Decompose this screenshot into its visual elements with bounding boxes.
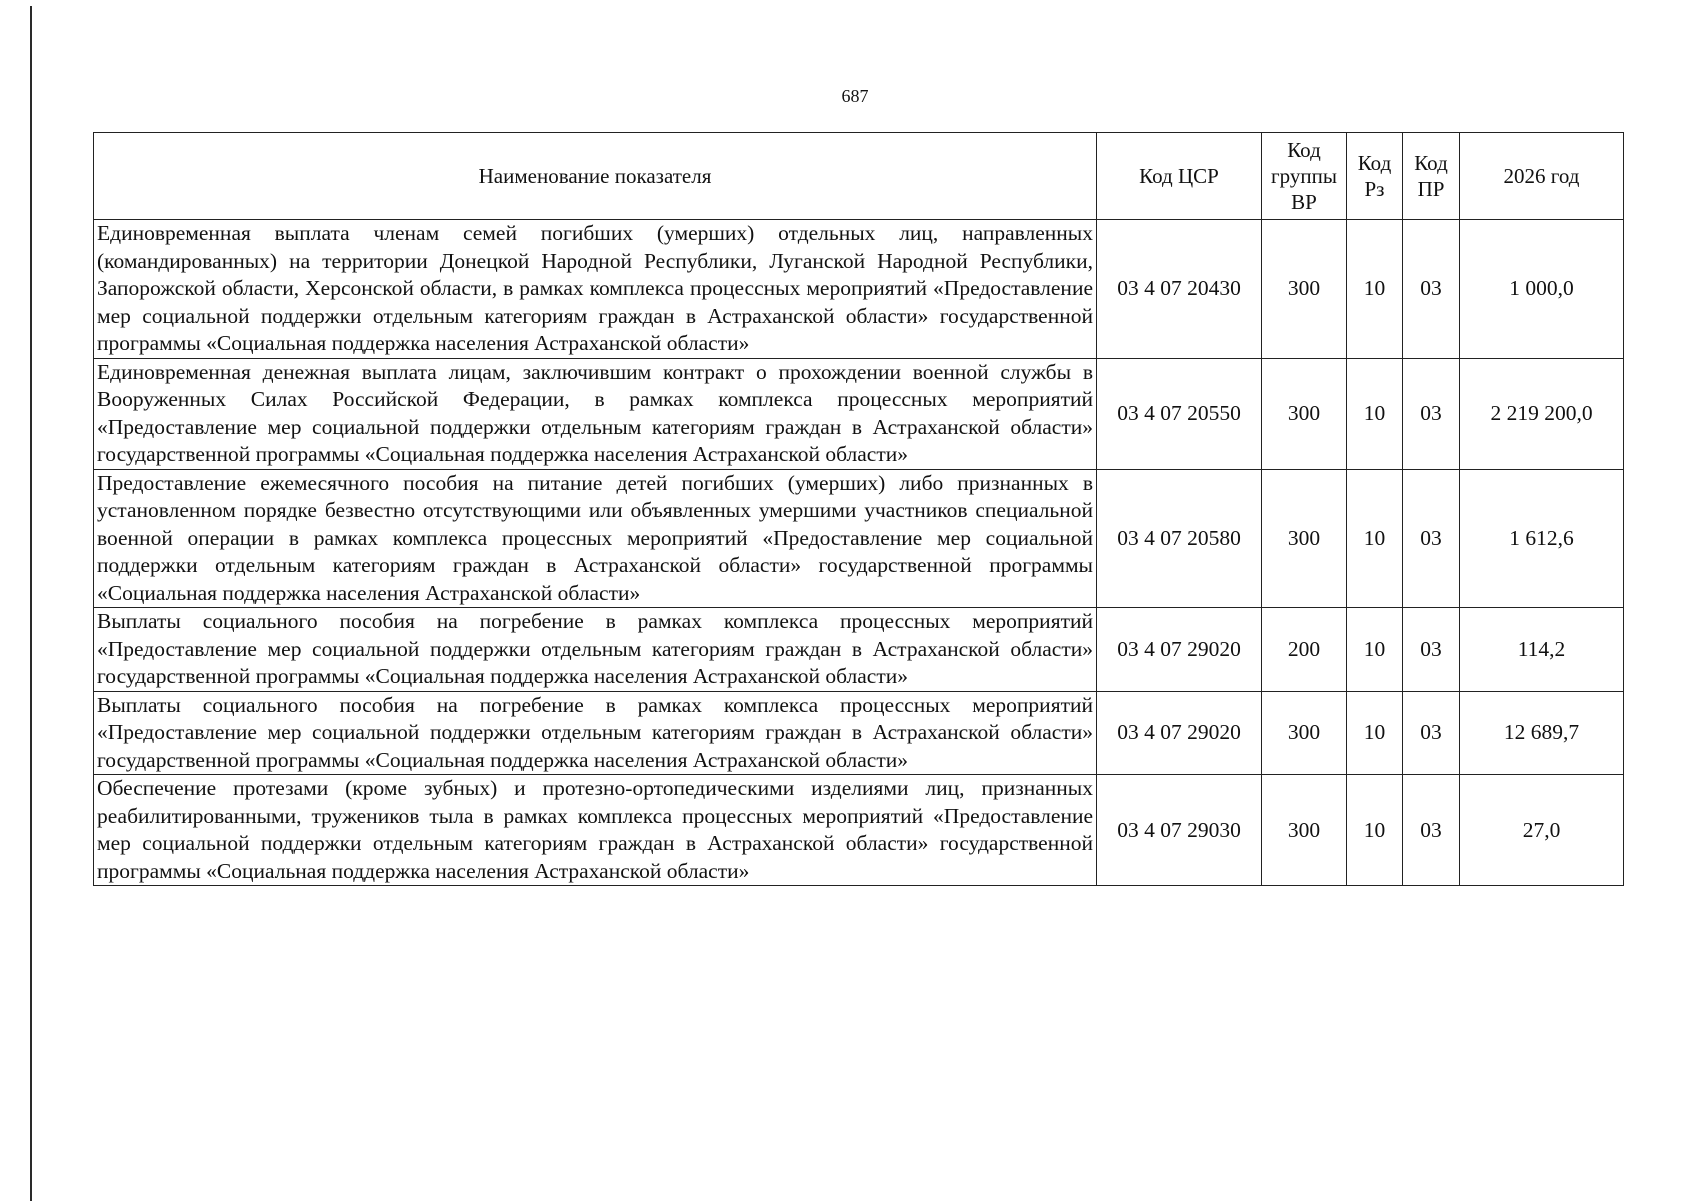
header-pr-code: Код ПР: [1403, 133, 1460, 220]
row-vr-code: 300: [1262, 469, 1347, 608]
table-row: [94, 358, 1624, 469]
row-vr-code: 200: [1262, 608, 1347, 692]
row-amount: 12 689,7: [1460, 691, 1624, 775]
row-pr-code: 03: [1403, 608, 1460, 692]
row-csr-code: 03 4 07 29020: [1097, 608, 1262, 692]
page-number: 687: [841, 86, 869, 106]
row-indicator-name: Выплаты социального пособия на погребение в рамках комплекса процессных мероприятий «Предоставление мер социальной поддержки отдельным категориям граждан в Астраханской области» государственной программы «Социальная поддержка населения Астраханской области»: [94, 691, 1097, 775]
header-year-2026: 2026 год: [1460, 133, 1624, 220]
row-indicator-name: Единовременная выплата членам семей погибших (умерших) отдельных лиц, направленных (командированных) на территории Донецкой Народной Республики, Луганской Народной Республики, Запорожской области, Херсонской области, в рамках комплекса процессных мероприятий «Предоставление мер социальной поддержки отдельным категориям граждан в Астраханской области» государственной программы «Социальная поддержка населения Астраханской области»: [94, 220, 1097, 359]
row-rz-code: 10: [1347, 691, 1403, 775]
row-amount: 114,2: [1460, 608, 1624, 692]
budget-table: [93, 132, 1624, 886]
table-row: [94, 220, 1624, 359]
row-rz-code: 10: [1347, 469, 1403, 608]
row-pr-code: 03: [1403, 469, 1460, 608]
table-row: [94, 691, 1624, 775]
row-csr-code: 03 4 07 29030: [1097, 775, 1262, 886]
row-csr-code: 03 4 07 20580: [1097, 469, 1262, 608]
row-pr-code: 03: [1403, 220, 1460, 359]
row-vr-code: 300: [1262, 358, 1347, 469]
row-vr-code: 300: [1262, 220, 1347, 359]
header-vr-code: Код группы ВР: [1262, 133, 1347, 220]
header-csr-code: Код ЦСР: [1097, 133, 1262, 220]
row-pr-code: 03: [1403, 691, 1460, 775]
row-vr-code: 300: [1262, 775, 1347, 886]
table-row: [94, 469, 1624, 608]
row-rz-code: 10: [1347, 358, 1403, 469]
row-csr-code: 03 4 07 20430: [1097, 220, 1262, 359]
row-amount: 27,0: [1460, 775, 1624, 886]
header-indicator-name: Наименование показателя: [94, 133, 1097, 220]
row-csr-code: 03 4 07 29020: [1097, 691, 1262, 775]
row-pr-code: 03: [1403, 358, 1460, 469]
row-indicator-name: Обеспечение протезами (кроме зубных) и протезно-ортопедическими изделиями лиц, признанных реабилитированными, тружеников тыла в рамках комплекса процессных мероприятий «Предоставление мер социальной поддержки отдельным категориям граждан в Астраханской области» государственной программы «Социальная поддержка населения Астраханской области»: [94, 775, 1097, 886]
row-indicator-name: Выплаты социального пособия на погребение в рамках комплекса процессных мероприятий «Предоставление мер социальной поддержки отдельным категориям граждан в Астраханской области» государственной программы «Социальная поддержка населения Астраханской области»: [94, 608, 1097, 692]
row-vr-code: 300: [1262, 691, 1347, 775]
row-indicator-name: Единовременная денежная выплата лицам, заключившим контракт о прохождении военной службы в Вооруженных Силах Российской Федерации, в рамках комплекса процессных мероприятий «Предоставление мер социальной поддержки отдельным категориям граждан в Астраханской области» государственной программы «Социальная поддержка населения Астраханской области»: [94, 358, 1097, 469]
row-rz-code: 10: [1347, 775, 1403, 886]
row-amount: 1 612,6: [1460, 469, 1624, 608]
row-amount: 1 000,0: [1460, 220, 1624, 359]
row-rz-code: 10: [1347, 220, 1403, 359]
row-pr-code: 03: [1403, 775, 1460, 886]
table-header-row: [94, 133, 1624, 220]
row-rz-code: 10: [1347, 608, 1403, 692]
row-csr-code: 03 4 07 20550: [1097, 358, 1262, 469]
header-rz-code: Код Рз: [1347, 133, 1403, 220]
row-amount: 2 219 200,0: [1460, 358, 1624, 469]
table-row: [94, 608, 1624, 692]
row-indicator-name: Предоставление ежемесячного пособия на питание детей погибших (умерших) либо признанных в установленном порядке безвестно отсутствующими или объявленных умершими участников специальной военной операции в рамках комплекса процессных мероприятий «Предоставление мер социальной поддержки отдельным категориям граждан в Астраханской области» государственной программы «Социальная поддержка населения Астраханской области»: [94, 469, 1097, 608]
binding-margin-line: [30, 6, 32, 1201]
table-row: [94, 775, 1624, 886]
